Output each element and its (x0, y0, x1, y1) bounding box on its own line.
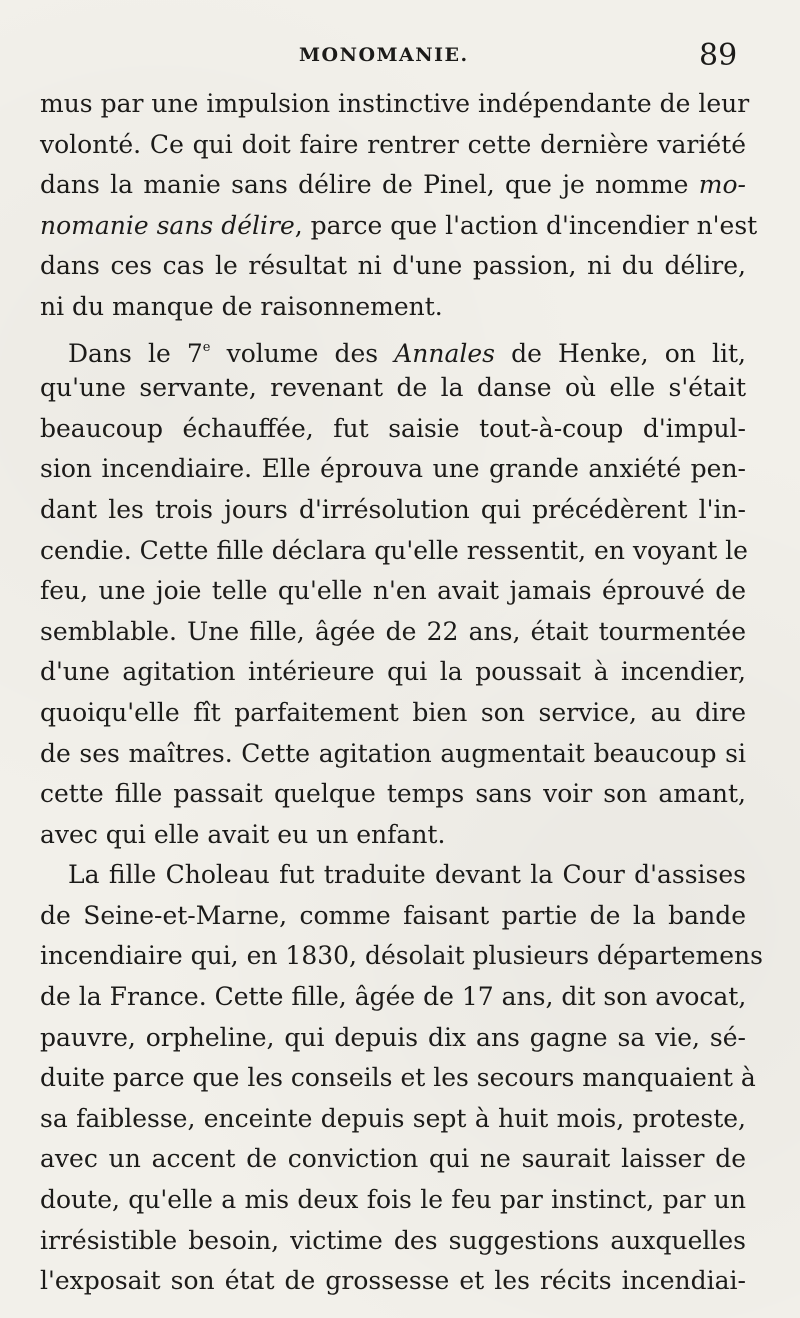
text-line (40, 287, 746, 328)
text-segment: avec qui elle avait eu un enfant. (40, 819, 446, 849)
text-line (40, 815, 746, 856)
text-line (40, 449, 746, 490)
superscript: e (202, 339, 211, 355)
text-line (40, 125, 746, 166)
text-segment: mus par une impulsion instinctive indépendante de leur (40, 89, 750, 118)
text-line (40, 612, 746, 653)
text-segment: beaucoup échauffée, fut saisie tout-à-coup d'impul- (40, 413, 746, 443)
text-segment: volonté. Ce qui doit faire rentrer cette dernière variété (40, 129, 746, 159)
text-segment: l'exposait son état de grossesse et les récits incendiai- (40, 1266, 746, 1296)
text-line (40, 1180, 746, 1221)
text-segment: irrésistible besoin, victime des suggestions auxquelles (40, 1225, 746, 1255)
text-segment: volume des (210, 338, 395, 368)
text-line (40, 896, 746, 937)
text-line (40, 774, 746, 815)
text-segment: La fille Choleau fut traduite devant la Cour d'assises (68, 860, 746, 890)
text-line (40, 1099, 746, 1140)
text-segment: doute, qu'elle a mis deux fois le feu par instinct, par un (40, 1185, 746, 1215)
text-segment: quoiqu'elle fît parfaitement bien son service, au dire (40, 697, 746, 727)
text-segment: de Seine-et-Marne, comme faisant partie de la bande (40, 900, 746, 930)
text-segment: de la France. Cette fille, âgée de 17 ans, dit son avocat, (40, 982, 747, 1012)
text-line (40, 1139, 746, 1180)
text-line (40, 165, 746, 206)
italic-text: nomanie sans délire (40, 210, 295, 240)
text-line (40, 409, 746, 450)
text-segment: ni du manque de raisonnement. (40, 291, 443, 321)
running-head (0, 38, 800, 82)
text-segment: feu, une joie telle qu'elle n'en avait jamais éprouvé de (40, 576, 746, 606)
body-text (40, 84, 763, 1302)
text-segment: sa faiblesse, enceinte depuis sept à huit mois, proteste, (40, 1103, 746, 1133)
text-line (40, 328, 746, 369)
text-line (40, 652, 746, 693)
text-segment: cendie. Cette fille déclara qu'elle ressentit, en voyant le (40, 535, 748, 565)
text-line (40, 1058, 756, 1099)
text-segment: sion incendiaire. Elle éprouva une grande anxiété pen- (40, 454, 746, 484)
page-number: 89 (699, 38, 738, 73)
text-line (40, 246, 746, 287)
text-line (40, 855, 746, 896)
text-line (40, 490, 746, 531)
text-segment: , parce que l'action d'incendier n'est (294, 210, 758, 240)
text-segment: de ses maîtres. Cette agitation augmentait beaucoup si (40, 738, 746, 768)
text-segment: incendiaire qui, en 1830, désolait plusieurs départemens (40, 941, 763, 971)
text-line (40, 1221, 746, 1262)
text-segment: Dans le 7 (68, 338, 203, 368)
text-segment: dans ces cas le résultat ni d'une passion, ni du délire, (40, 251, 746, 281)
text-line (40, 693, 746, 734)
text-line (40, 368, 746, 409)
text-segment: duite parce que les conseils et les secours manquaient à (40, 1063, 756, 1093)
text-segment: avec un accent de conviction qui ne saurait laisser de (40, 1144, 746, 1174)
italic-text: mo- (698, 170, 746, 200)
text-line (40, 571, 746, 612)
text-line (40, 936, 763, 977)
italic-text: Annales (394, 338, 496, 368)
text-segment: cette fille passait quelque temps sans voir son amant, (40, 779, 746, 809)
text-line (40, 1018, 746, 1059)
text-line (40, 531, 746, 572)
text-segment: d'une agitation intérieure qui la poussait à incendier, (40, 657, 746, 687)
text-segment: dans la manie sans délire de Pinel, que je nomme (40, 170, 699, 200)
text-line (40, 734, 746, 775)
text-segment: dant les trois jours d'irrésolution qui précédèrent l'in- (40, 494, 746, 524)
text-line (40, 206, 758, 247)
text-line (40, 1261, 746, 1302)
running-title: MONOMANIE. (299, 44, 469, 66)
text-segment: pauvre, orpheline, qui depuis dix ans gagne sa vie, sé- (40, 1022, 746, 1052)
text-segment: de Henke, on lit, (495, 338, 746, 368)
text-line (40, 84, 750, 125)
text-segment: semblable. Une fille, âgée de 22 ans, était tourmentée (40, 616, 746, 646)
text-segment: qu'une servante, revenant de la danse où elle s'était (40, 373, 746, 403)
text-line (40, 977, 746, 1018)
